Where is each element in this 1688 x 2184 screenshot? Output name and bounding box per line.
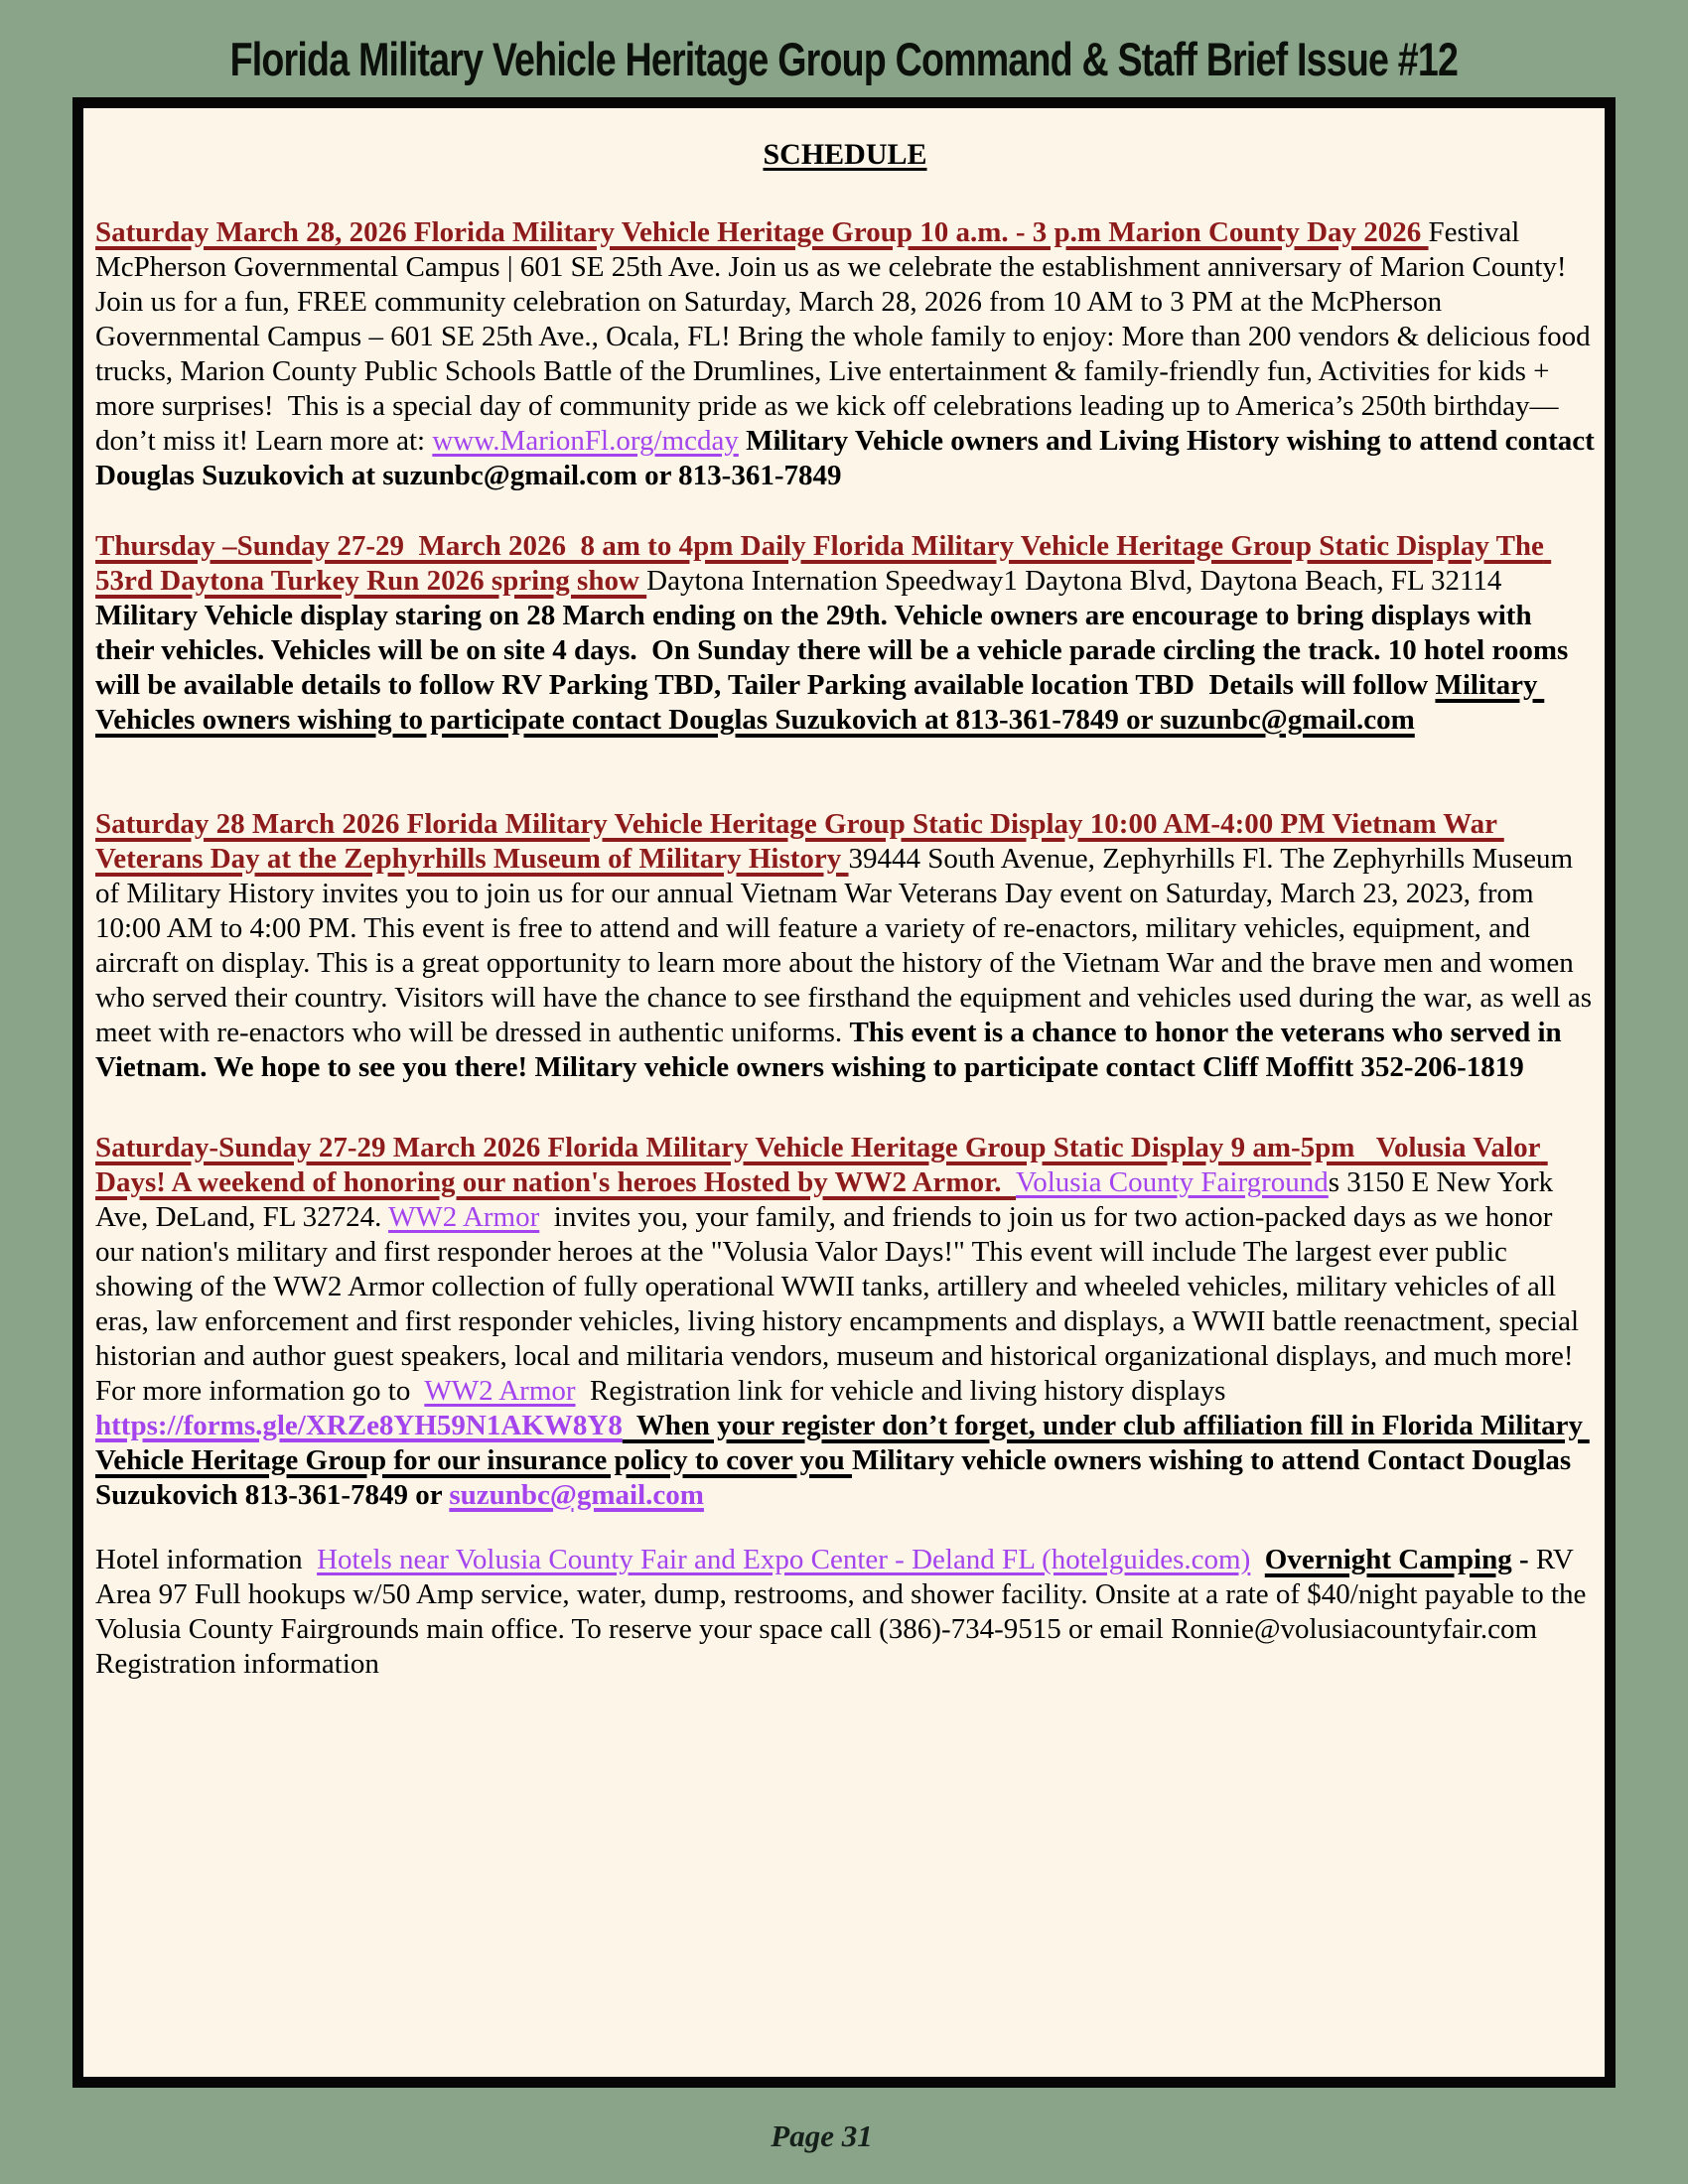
masthead — [0, 0, 1688, 97]
event-title: Thursday –Sunday 27-29 March 2026 8 am to 4pm Daily Florida Military Vehicle Heritage Group Static Display The 53rd Daytona Turkey Run 2026 spring show — [95, 530, 1552, 597]
marionfl-mcday-link[interactable]: www.MarionFl.org/mcday — [432, 425, 739, 457]
overnight-camping-label: Overnight Camping — [1264, 1544, 1512, 1575]
registration-note: Registration link for vehicle and living history displays — [575, 1375, 1240, 1407]
hotelguides-link[interactable]: Hotels near Volusia County Fair and Expo Center - Deland FL (hotelguides.com) — [317, 1544, 1251, 1575]
spacer-text — [1250, 1544, 1265, 1575]
event-zephyrhills-vietnam-veterans-day — [95, 807, 1600, 1085]
event-contact-info: Military vehicle owners wishing to attend Contact Douglas Suzukovich 813-361-7849 or — [95, 1444, 1579, 1511]
volusia-county-fairgrounds-link[interactable]: Volusia County Fairground — [1016, 1166, 1329, 1198]
event-body: 39444 South Avenue, Zephyrhills Fl. The Zephyrhills Museum of Military History invites you to join us for our annual Vietnam War Veterans Day event on Saturday, March 23, 2023, from 10:00 AM to 4:00 PM. This event is free to attend and will feature a variety of re-enactors, military vehicles, equipment, and aircraft on display. This is a great opportunity to learn more about the history of the Vietnam War and the brave men and women who served their country. Visitors will have the chance to see firsthand the equipment and vehicles used during the war, as well as meet with re-enactors who will be dressed in authentic uniforms. — [95, 843, 1600, 1048]
event-body: invites you, your family, and friends to join us for two action-packed days as we honor our nation's military and first responder heroes at the "Volusia Valor Days!" This event will include The largest ever public showing of the WW2 Armor collection of fully operational WWII tanks, artillery and wheeled vehicles, military vehicles of all eras, law enforcement and first responder vehicles, living history encampments and displays, a WWII battle reenactment, special historian and author guest speakers, local and militaria vendors, museum and historical organizational displays, and much more! For more information go to — [95, 1201, 1587, 1407]
event-title: Saturday 28 March 2026 Florida Military Vehicle Heritage Group Static Display 10:00 AM-4:00 PM Vietnam War Veterans Day at the Zephyrhills Museum of Military History — [95, 808, 1504, 875]
schedule-heading-row — [95, 138, 1595, 172]
event-contact-info: Military Vehicle owners and Living History wishing to attend contact Douglas Suzukovich at suzunbc@gmail.com or 813-361-7849 — [95, 425, 1603, 491]
event-contact-info: This event is a chance to honor the veterans who served in Vietnam. We hope to see you there! Military vehicle owners wishing to participate contact Cliff Moffitt 352-206-1819 — [95, 1017, 1569, 1083]
content-sheet — [72, 97, 1616, 2088]
event-body: Festival McPherson Governmental Campus | 601 SE 25th Ave. Join us as we celebrate the establishment anniversary of Marion County! Join us for a fun, FREE community celebration on Saturday, March 28, 2026 from 10 AM to 3 PM at the McPherson Governmental Campus – 601 SE 25th Ave., Ocala, FL! Bring the whole family to enjoy: More than 200 vendors & delicious food trucks, Marion County Public Schools Battle of the Drumlines, Live entertainment & family-friendly fun, Activities for kids + more surprises! This is a special day of community pride as we kick off celebrations leading up to America’s 250th birthday—don’t miss it! Learn more at: — [95, 216, 1598, 457]
camping-details: RV Area 97 Full hookups w/50 Amp service, water, dump, restrooms, and shower facility. Onsite at a rate of $40/night payable to the Volusia County Fairgrounds main office. To reserve your space call (386)-734-9515 or email Ronnie@volusiacountyfair.com Registration information — [95, 1544, 1594, 1680]
event-location: s 3150 E New York Ave, DeLand, FL 32724. — [95, 1166, 1559, 1233]
event-title: Saturday-Sunday 27-29 March 2026 Florida Military Vehicle Heritage Group Static Display 9 am-5pm Volusia Valor Days! A weekend of honoring our nation's heroes Hosted by WW2 Armor. — [95, 1132, 1548, 1198]
ww2-armor-link-2[interactable]: WW2 Armor — [424, 1375, 576, 1407]
club-affiliation-note: When your register don’t forget, under club affiliation fill in Florida Military Vehicle Heritage Group for our insurance policy to cover you — [95, 1410, 1590, 1476]
hotel-camping-info — [95, 1543, 1595, 1682]
page-number: Page 31 — [771, 2117, 873, 2153]
event-marion-county-day — [95, 215, 1603, 493]
page-footer — [0, 2088, 1688, 2184]
dash-separator: - — [1511, 1544, 1536, 1575]
event-volusia-valor-days — [95, 1131, 1595, 1513]
schedule-heading: SCHEDULE — [763, 138, 927, 171]
event-contact-info: Military Vehicles owners wishing to participate contact Douglas Suzukovich at 813-361-7849 or suzunbc@gmail.com — [95, 669, 1545, 736]
forms-gle-registration-link[interactable]: https://forms.gle/XRZe8YH59N1AKW8Y8 — [95, 1410, 623, 1441]
event-title: Saturday March 28, 2026 Florida Military Vehicle Heritage Group 10 a.m. - 3 p.m Marion County Day 2026 — [95, 216, 1429, 248]
event-body: Military Vehicle display staring on 28 March ending on the 29th. Vehicle owners are encourage to bring displays with their vehicles. Vehicles will be on site 4 days. On Sunday there will be a vehicle parade circling the track. 10 hotel rooms will be available details to follow RV Parking TBD, Tailer Parking available location TBD Details will follow — [95, 600, 1576, 701]
newsletter-title: Florida Military Vehicle Heritage Group Command & Staff Brief Issue #12 — [229, 32, 1459, 85]
hotel-info-label: Hotel information — [95, 1544, 318, 1575]
event-daytona-turkey-run — [95, 529, 1595, 738]
ww2-armor-link[interactable]: WW2 Armor — [388, 1201, 540, 1233]
event-location: Daytona Internation Speedway1 Daytona Blvd, Daytona Beach, FL 32114 — [646, 565, 1509, 597]
suzunbc-email-link[interactable]: suzunbc@gmail.com — [449, 1479, 704, 1511]
